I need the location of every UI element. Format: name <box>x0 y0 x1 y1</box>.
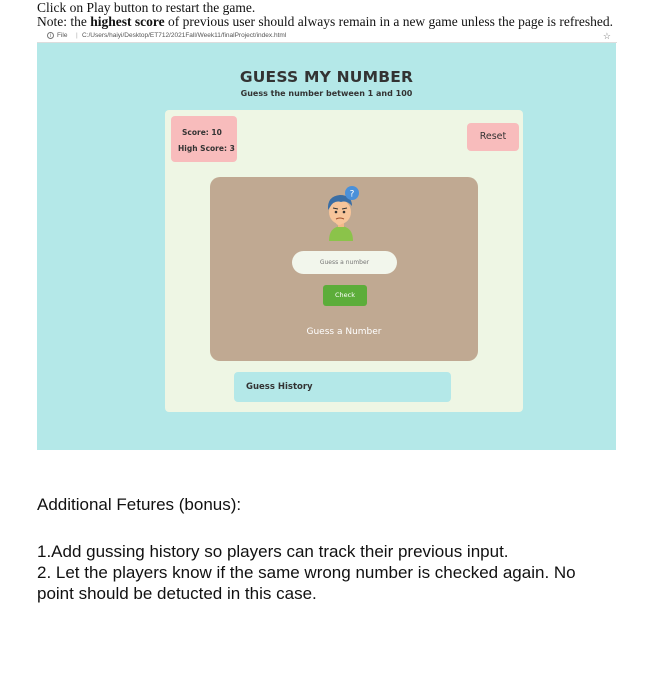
instruction-line-1: Click on Play button to restart the game. <box>37 0 256 15</box>
guess-history-panel <box>234 372 451 402</box>
game-title: GUESS MY NUMBER <box>239 68 414 86</box>
url-text[interactable]: C:/Users/haiyi/Desktop/ET712/2021Fall/Week11/finalProject/index.html <box>82 32 287 39</box>
note-prefix: Note: the <box>37 14 91 29</box>
feature-item-1: 1.Add gussing history so players can track their previous input. <box>37 542 509 561</box>
bonus-heading: Additional Fetures (bonus): <box>37 495 242 514</box>
score-box <box>171 116 237 162</box>
separator: | <box>76 32 78 39</box>
reset-button[interactable]: Reset <box>467 123 519 151</box>
star-icon[interactable]: ☆ <box>602 31 611 41</box>
score-text: Score: 10 <box>182 128 222 137</box>
game-page-screenshot <box>37 43 616 450</box>
feature-item-2-continued: point should be detucted in this case. <box>37 584 317 603</box>
note-suffix: of previous user should always remain in a new game unless the page is refreshed. <box>164 14 613 29</box>
address-bar[interactable] <box>37 30 617 43</box>
game-subtitle: Guess the number between 1 and 100 <box>240 89 413 98</box>
high-score-text: High Score: 3 <box>178 144 235 153</box>
feature-item-2: 2. Let the players know if the same wrong number is checked again. No <box>37 563 576 582</box>
check-button[interactable]: Check <box>323 285 367 306</box>
instruction-line-2 <box>37 14 613 29</box>
game-panel <box>210 177 478 361</box>
message-text: Guess a Number <box>306 327 382 337</box>
svg-text:?: ? <box>349 189 355 200</box>
note-bold: highest score <box>90 14 165 29</box>
guess-history-label: Guess History <box>246 382 313 392</box>
thinking-person-icon <box>321 185 361 241</box>
guess-input[interactable] <box>292 251 397 274</box>
file-label: File <box>57 32 68 39</box>
info-icon[interactable]: i <box>47 32 54 39</box>
